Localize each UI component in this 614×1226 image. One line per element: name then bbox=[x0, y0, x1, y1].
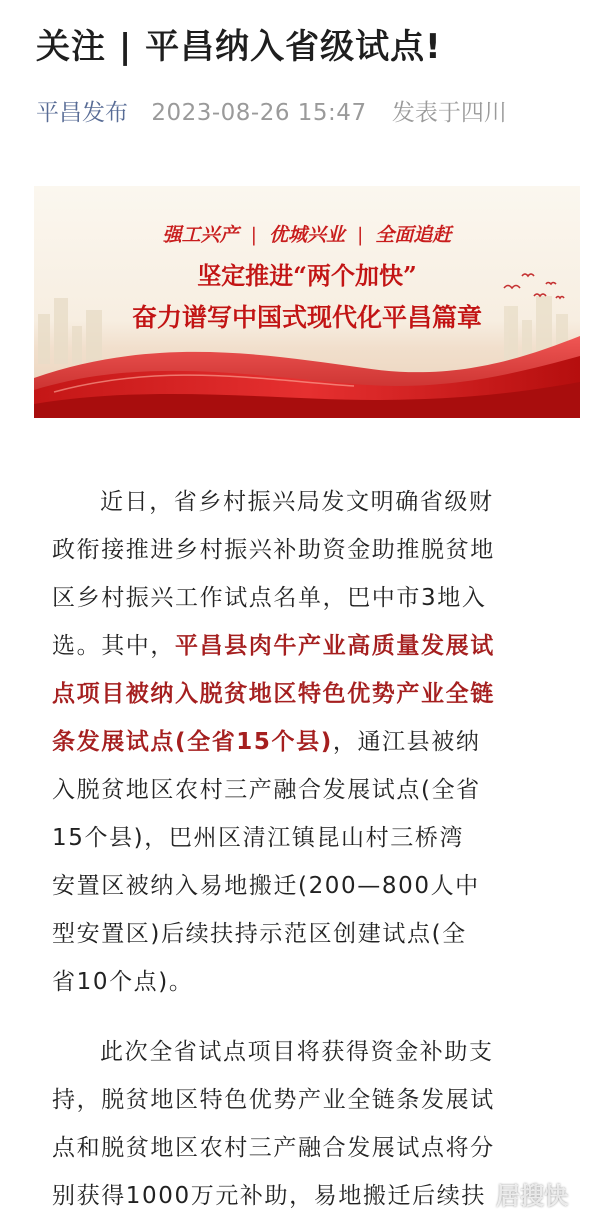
slogan-item: 全面追赶 bbox=[375, 224, 452, 246]
text-line: 型安置区)后续扶持示范区创建试点(全 bbox=[52, 921, 467, 947]
text-line: 持，脱贫地区特色优势产业全链条发展试 bbox=[52, 1087, 495, 1113]
text-segment: ，通江县被纳 bbox=[332, 729, 481, 755]
slogan-item: 优城兴业 bbox=[268, 224, 345, 246]
slogan-item: 强工兴产 bbox=[162, 224, 239, 246]
slogan-separator: | bbox=[250, 224, 257, 246]
text-line: 省10个点)。 bbox=[52, 969, 194, 995]
article-paragraph-1 bbox=[52, 478, 564, 1006]
highlight-text: 平昌县肉牛产业高质量发展试 bbox=[175, 633, 495, 659]
slogan-separator: | bbox=[357, 224, 364, 246]
text-line: 点和脱贫地区农村三产融合发展试点将分 bbox=[52, 1135, 495, 1161]
article-title: 关注 | 平昌纳入省级试点! bbox=[36, 27, 442, 67]
publish-location: 发表于四川 bbox=[391, 100, 507, 126]
text-line: 入脱贫地区农村三产融合发展试点(全省 bbox=[52, 777, 481, 803]
text-line bbox=[52, 622, 564, 670]
article-meta bbox=[36, 96, 507, 130]
author-link[interactable]: 平昌发布 bbox=[36, 100, 128, 126]
text-line: 区乡村振兴工作试点名单，巴中市3地入 bbox=[52, 585, 487, 611]
text-line: 安置区被纳入易地搬迁(200—800人中 bbox=[52, 873, 480, 899]
highlight-text: 条发展试点(全省15个县) bbox=[52, 729, 333, 755]
publish-time: 2023-08-26 15:47 bbox=[151, 100, 367, 126]
banner-headline-1: 坚定推进“两个加快” bbox=[197, 261, 417, 290]
text-line: 15个县)，巴州区清江镇昆山村三桥湾 bbox=[52, 825, 465, 851]
article-paragraph-2 bbox=[52, 1028, 564, 1220]
text-segment: 选。其中， bbox=[52, 633, 175, 659]
banner-headline-2: 奋力谱写中国式现代化平昌篇章 bbox=[131, 303, 482, 332]
text-line: 别获得1000万元补助，易地搬迁后续扶 bbox=[52, 1183, 486, 1209]
watermark: 居搜快 bbox=[496, 1182, 568, 1210]
text-line: 此次全省试点项目将获得资金补助支 bbox=[100, 1039, 494, 1065]
text-line: 近日，省乡村振兴局发文明确省级财 bbox=[100, 489, 494, 515]
highlight-text: 点项目被纳入脱贫地区特色优势产业全链 bbox=[52, 681, 495, 707]
text-line bbox=[52, 718, 564, 766]
banner-slogan bbox=[34, 220, 580, 247]
text-line: 政衔接推进乡村振兴补助资金助推脱贫地 bbox=[52, 537, 495, 563]
banner-image bbox=[34, 186, 580, 418]
